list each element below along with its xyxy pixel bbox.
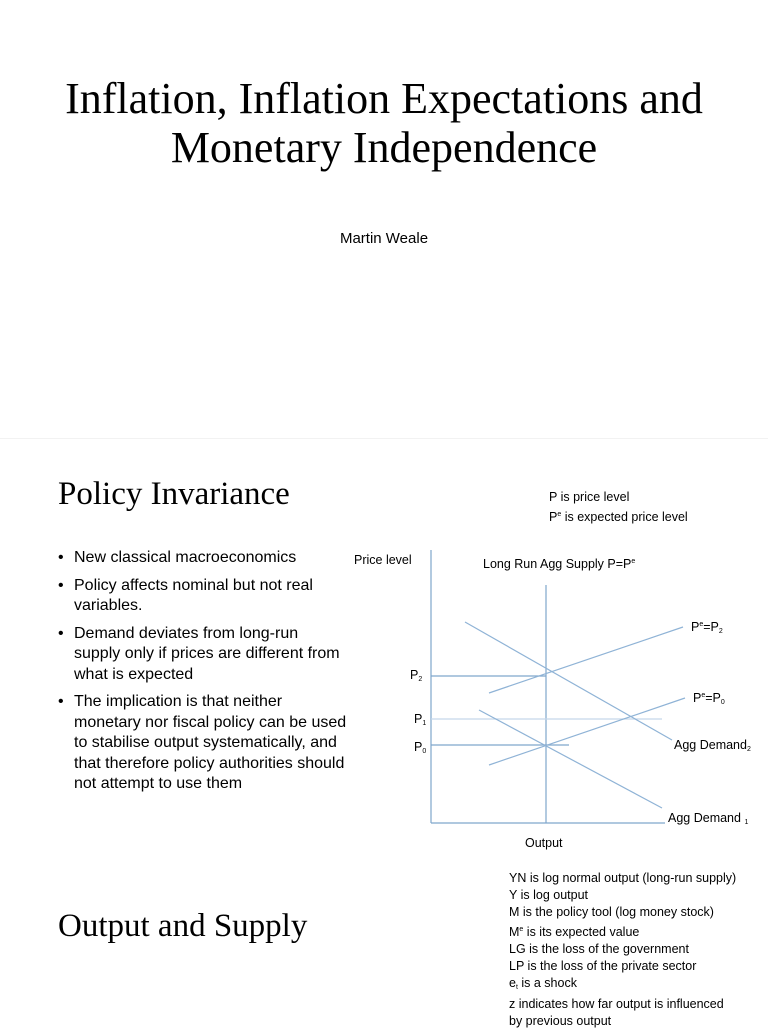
bullet-item: • New classical macroeconomics — [58, 548, 348, 569]
definition-e: $e_t$ is a shock — [509, 976, 577, 991]
definition-me: Me is its expected value — [509, 925, 640, 939]
agg-demand-1-label: Agg Demand $_1$ — [668, 811, 749, 826]
bullet-item: • Policy affects nominal but not real variables. — [58, 576, 348, 617]
y-axis-label: Price level — [354, 553, 412, 567]
sras0-label: $P^e=P_0$ — [693, 691, 725, 706]
slide-title-output-supply: Output and Supply — [58, 908, 308, 944]
definition-y: Y is log output — [509, 888, 588, 902]
definition-z: z indicates how far output is influenced — [509, 997, 724, 1011]
slide-title-policy-invariance: Policy Invariance — [58, 476, 290, 512]
definition-yn: YN is log normal output (long-run supply) — [509, 871, 737, 885]
author-name: Martin Weale — [339, 230, 429, 247]
legend-price-level: P is price level — [549, 490, 630, 504]
p0-label: $P_0$ — [414, 740, 427, 755]
presentation-title: Inflation, Inflation Expectations and Monetary Independence — [65, 74, 703, 172]
p2-label: $P_2$ — [410, 668, 423, 683]
bullet-item: • The implication is that neither monetary nor fiscal policy can be used to stabilise output systematically, and that therefore policy authorities should not attempt to use them — [58, 692, 348, 795]
definition-m: M is the policy tool (log money stock) — [509, 905, 714, 919]
definitions-list — [509, 870, 736, 1030]
agg-demand-2 — [465, 622, 672, 740]
x-axis-label: Output — [525, 836, 563, 850]
p1-label: $P_1$ — [414, 712, 427, 727]
short-run-supply-2 — [489, 627, 683, 693]
lras-label: Long Run Agg Supply $P=P^e$ — [483, 557, 636, 571]
definition-lg: LG is the loss of the government — [509, 942, 689, 956]
sras2-label: $P^e=P_2$ — [691, 620, 723, 635]
agg-demand-2-label: Agg Demand$_2$ — [674, 738, 751, 753]
bullet-item: • Demand deviates from long-run supply only if prices are different from what is expected — [58, 624, 348, 686]
definition-lp: LP is the loss of the private sector — [509, 959, 697, 973]
legend-expected-price: $P^e$ is expected price level — [549, 510, 688, 524]
definition-z-cont: by previous output — [509, 1014, 612, 1028]
